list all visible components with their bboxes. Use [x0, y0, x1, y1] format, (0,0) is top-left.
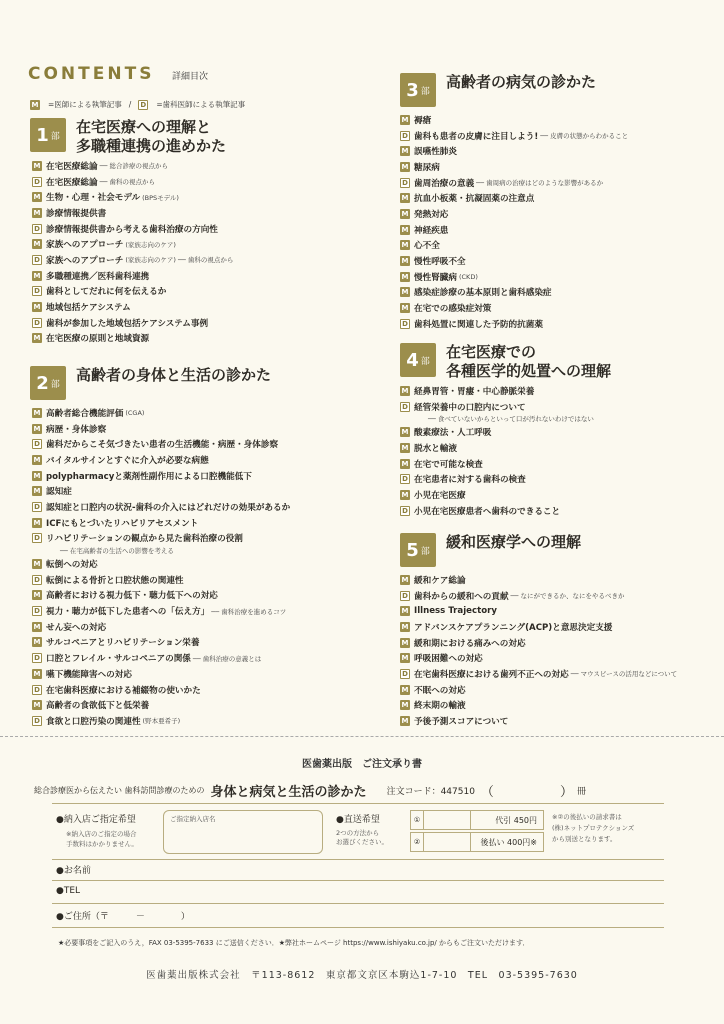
toc-item — [400, 238, 628, 254]
toc-item — [400, 650, 677, 666]
toc-item-title: 在宅患者に対する歯科の検査 — [414, 475, 526, 486]
opt2-checkbox[interactable] — [423, 833, 471, 851]
m-badge-icon: M — [33, 408, 41, 417]
m-badge-icon: M — [401, 428, 409, 437]
m-badge-icon: M — [33, 518, 41, 527]
toc-item-title: polypharmacyと薬剤性副作用による口腔機能低下 — [46, 471, 252, 482]
toc-item-note: ── 食べていないからといって口が汚れないわけではない — [428, 415, 594, 424]
part-number — [400, 533, 436, 567]
m-badge-icon: M — [33, 487, 41, 496]
m-badge-icon: M — [33, 455, 41, 464]
d-badge-icon: D — [400, 474, 410, 484]
m-badge-icon: M — [401, 241, 409, 250]
toc-item-title: 食欲と口腔汚染の関連性 — [46, 716, 141, 727]
d-badge-icon: D — [32, 177, 42, 187]
toc-item-title: 予後予測スコアについて — [414, 717, 509, 728]
toc-item-title: 酸素療法・人工呼吸 — [414, 428, 492, 439]
toc-item-title: 家族へのアプローチ — [46, 240, 124, 251]
d-badge-icon: D — [32, 606, 42, 616]
m-badge-icon: M — [401, 386, 409, 395]
part-title-line1: 在宅医療での — [446, 343, 537, 361]
d-badge-icon: D — [138, 100, 148, 110]
part-title-line1: 緩和医療学への理解 — [446, 533, 582, 551]
store-name-field[interactable] — [163, 810, 323, 854]
toc-item — [32, 405, 290, 421]
m-badge-icon: M — [401, 443, 409, 452]
divider — [52, 880, 664, 881]
toc-item-title: 経管栄養中の口腔内について — [414, 402, 526, 413]
m-badge-icon: M — [401, 209, 409, 218]
toc-item — [400, 503, 594, 519]
order-heading: 医歯薬出版 ご注文承り書 — [302, 759, 422, 770]
m-badge-icon: M — [33, 240, 41, 249]
m-badge-icon: M — [33, 193, 41, 202]
toc-item — [400, 383, 594, 399]
paren-open: （ — [480, 784, 494, 800]
store-note-2: 手数料はかかりません。 — [66, 840, 138, 848]
address-field[interactable]: ●ご住所（〒 － ） — [56, 912, 190, 922]
part-bu: 部 — [50, 379, 60, 390]
store-note-1: ※納入店のご指定の場合 — [66, 830, 137, 838]
toc-item — [32, 436, 290, 452]
contents-subtitle: 詳細目次 — [172, 72, 209, 82]
toc-item — [32, 331, 233, 347]
part-5-heading — [400, 533, 581, 567]
option-deferred[interactable] — [410, 832, 544, 852]
part-title-line1: 在宅医療への理解と — [76, 118, 212, 136]
toc-item — [400, 253, 628, 269]
toc-item-title: 在宅医療総論 — [46, 161, 98, 172]
toc-item-title: 歯科からの緩和への貢献 — [414, 591, 509, 602]
legend — [30, 99, 245, 110]
part-title-line1: 高齢者の病気の診かた — [446, 73, 597, 91]
toc-item-title: 地域包括ケアシステム — [46, 303, 131, 314]
m-badge-icon: M — [401, 654, 409, 663]
toc-item-subtitle: ── なにができるか、なにをやるべきか — [510, 592, 625, 601]
d-badge-icon: D — [32, 653, 42, 663]
m-badge-icon: M — [33, 591, 41, 600]
m-badge-icon: M — [33, 622, 41, 631]
toc-item-title: バイタルサインとすぐに介入が必要な病態 — [46, 455, 209, 466]
part-3-list — [400, 112, 628, 332]
toc-item-title: 誤嚥性肺炎 — [414, 147, 457, 158]
toc-item-title: 小児在宅医療患者へ歯科のできること — [414, 506, 561, 517]
toc-item — [400, 399, 594, 415]
toc-item — [32, 236, 233, 252]
toc-item — [32, 174, 233, 190]
part-number — [30, 366, 66, 400]
toc-item-title: 褥瘡 — [414, 115, 432, 126]
direct-note — [336, 829, 388, 847]
toc-item — [400, 190, 628, 206]
toc-item-title: リハビリテーションの観点から見た歯科治療の役割 — [46, 534, 243, 545]
toc-item-title: 緩和ケア総論 — [414, 575, 466, 586]
m-badge-icon: M — [401, 490, 409, 499]
toc-item-title: 在宅医療の原則と地域資源 — [46, 334, 150, 345]
toc-item — [400, 487, 594, 503]
opt1-text: 代引 450円 — [495, 815, 537, 825]
divider — [52, 803, 664, 804]
part-num: 4 — [406, 349, 419, 371]
toc-item-subtitle: ── 総合診療の視点から — [99, 162, 168, 171]
toc-item-subtitle: ── マウスピースの活用などについて — [570, 670, 678, 679]
toc-item — [400, 159, 628, 175]
d-badge-icon: D — [400, 591, 410, 601]
toc-item-note: ── 在宅高齢者の生活への影響を考える — [60, 547, 174, 556]
m-badge-icon: M — [33, 701, 41, 710]
d-badge-icon: D — [400, 669, 410, 679]
d-badge-icon: D — [32, 533, 42, 543]
toc-item-title: 糖尿病 — [414, 162, 440, 173]
toc-item — [32, 499, 290, 515]
side-note-3: から別送となります。 — [552, 835, 617, 843]
toc-item-title: 抗血小板薬・抗凝固薬の注意点 — [414, 194, 535, 205]
m-badge-icon: M — [401, 717, 409, 726]
toc-item-title: 脱水と輸液 — [414, 443, 457, 454]
toc-item-subtitle: (家族志向のケア) — [125, 240, 176, 249]
toc-item-title: 経鼻胃管・胃瘻・中心静脈栄養 — [414, 386, 535, 397]
toc-item — [32, 650, 290, 666]
toc-item — [400, 698, 677, 714]
toc-item-title: 病歴・身体診察 — [46, 424, 107, 435]
toc-item — [32, 515, 290, 531]
m-badge-icon: M — [33, 271, 41, 280]
toc-item-title: 診療情報提供書から考える歯科治療の方向性 — [46, 224, 218, 235]
part-bu: 部 — [420, 546, 430, 557]
tel-field[interactable]: ●TEL — [56, 886, 81, 896]
toc-item-title: 歯科としてだれに何を伝えるか — [46, 287, 167, 298]
toc-item-subtitle: (CKD) — [458, 272, 478, 281]
toc-item-title: 多職種連携／医科歯科連携 — [46, 271, 150, 282]
part-title — [446, 73, 596, 92]
toc-item-title: 不眠への対応 — [414, 685, 466, 696]
opt1-checkbox[interactable] — [423, 811, 471, 829]
toc-item — [400, 619, 677, 635]
m-badge-icon: M — [401, 257, 409, 266]
part-num: 1 — [36, 124, 49, 146]
publisher-address: 医歯薬出版株式会社 〒113-8612 東京都文京区本駒込1-7-10 TEL 03-5395-7630 — [146, 970, 578, 981]
part-title-line1: 高齢者の身体と生活の診かた — [76, 366, 272, 384]
toc-item — [32, 299, 233, 315]
toc-item-title: 緩和期における痛みへの対応 — [414, 638, 526, 649]
toc-item-title: 歯周治療の意義 — [414, 178, 475, 189]
m-badge-icon: M — [401, 115, 409, 124]
m-badge-icon: M — [401, 607, 409, 616]
opt2-num: ② — [413, 838, 421, 846]
part-4-list — [400, 383, 594, 519]
m-badge-icon: M — [33, 471, 41, 480]
divider — [52, 927, 664, 928]
toc-item — [32, 666, 290, 682]
d-badge-icon: D — [400, 506, 410, 516]
toc-item — [32, 588, 290, 604]
option-cod[interactable] — [410, 810, 544, 830]
toc-item-title: 高齢者における視力低下・聴力低下への対応 — [46, 591, 218, 602]
toc-item — [400, 269, 628, 285]
toc-item-title: サルコペニアとリハビリテーション栄養 — [46, 638, 200, 649]
toc-item-title: 心不全 — [414, 241, 440, 252]
toc-item-title: 生物・心理・社会モデル — [46, 193, 141, 204]
toc-item — [32, 682, 290, 698]
part-number — [400, 343, 436, 377]
m-badge-icon: M — [33, 334, 41, 343]
toc-item — [400, 128, 628, 144]
part-3-heading — [400, 73, 596, 107]
toc-item — [32, 556, 290, 572]
toc-item-title: 慢性呼吸不全 — [414, 257, 466, 268]
d-badge-icon: D — [32, 502, 42, 512]
toc-item — [32, 268, 233, 284]
part-2-list — [32, 405, 290, 729]
toc-item-title: 終末期の輸液 — [414, 701, 466, 712]
toc-item — [400, 456, 594, 472]
m-badge-icon: M — [401, 288, 409, 297]
toc-item-title: 嚥下機能障害への対応 — [46, 669, 132, 680]
toc-item — [400, 206, 628, 222]
direct-note-2: お選びください。 — [336, 838, 388, 846]
m-badge-icon: M — [33, 424, 41, 433]
toc-item-subtitle: ── 歯科治療を進めるコツ — [211, 607, 287, 616]
direct-label: ●直送希望 — [336, 815, 380, 825]
part-num: 5 — [406, 539, 419, 561]
part-4-heading — [400, 343, 611, 381]
toc-item — [400, 682, 677, 698]
m-badge-icon: M — [401, 194, 409, 203]
m-badge-icon: M — [401, 638, 409, 647]
d-badge-icon: D — [32, 255, 42, 265]
part-number — [400, 73, 436, 107]
m-badge-icon: M — [401, 701, 409, 710]
m-badge-icon: M — [33, 303, 41, 312]
part-bu: 部 — [420, 356, 430, 367]
opt1-num: ① — [413, 816, 421, 824]
toc-item — [32, 483, 290, 499]
part-number — [30, 118, 66, 152]
toc-item-subtitle: ── 歯周病の治療はどのような影響があるか — [476, 179, 604, 188]
toc-item-title: Illness Trajectory — [414, 606, 497, 617]
toc-item — [32, 713, 290, 729]
toc-item — [400, 572, 677, 588]
contents-title: CONTENTS — [28, 64, 155, 84]
d-badge-icon: D — [400, 402, 410, 412]
toc-item-title: 在宅歯科医療における歯列不正への対応 — [414, 669, 569, 680]
divider — [52, 859, 664, 860]
m-badge-icon: M — [401, 622, 409, 631]
m-badge-icon: M — [33, 560, 41, 569]
toc-item-title: 在宅医療総論 — [46, 177, 98, 188]
d-badge-icon: D — [32, 318, 42, 328]
book-title: 身体と病気と生活の診かた — [210, 784, 367, 800]
toc-item-title: 診療情報提供書 — [46, 208, 107, 219]
m-badge-icon: M — [401, 459, 409, 468]
toc-item-title: 感染症診療の基本原則と歯科感染症 — [414, 288, 552, 299]
toc-item-subtitle: ── 歯科の視点から — [99, 178, 155, 187]
toc-item — [32, 572, 290, 588]
toc-item-title: 発熱対応 — [414, 209, 449, 220]
toc-item — [400, 143, 628, 159]
toc-item — [32, 158, 233, 174]
part-1-list — [32, 158, 233, 346]
toc-item-title: 呼吸困難への対応 — [414, 654, 483, 665]
toc-item-title: 認知症 — [46, 487, 72, 498]
toc-item-subtitle: ── 皮膚の状態からわかること — [540, 132, 629, 141]
m-badge-icon: M — [31, 100, 39, 109]
toc-item-title: 歯科だからこそ気づきたい患者の生活機能・病歴・身体診察 — [46, 440, 279, 451]
d-badge-icon: D — [32, 575, 42, 585]
store-note — [66, 829, 138, 849]
toc-item-title: 歯科処置に関連した予防的抗菌薬 — [414, 319, 543, 330]
store-label: ●納入店ご指定希望 — [56, 815, 136, 825]
toc-item-title: 高齢者総合機能評価 — [46, 408, 124, 419]
direct-note-1: 2つの方法から — [336, 829, 380, 837]
part-num: 3 — [406, 79, 419, 101]
toc-item — [400, 175, 628, 191]
unit: 冊 — [576, 786, 586, 797]
toc-item — [400, 713, 677, 729]
legend-d: =歯科医師による執筆記事 — [156, 100, 246, 109]
m-badge-icon: M — [401, 685, 409, 694]
m-badge-icon: M — [401, 147, 409, 156]
toc-item-title: 家族へのアプローチ — [46, 255, 124, 266]
part-title-line2: 多職種連携の進めかた — [76, 137, 227, 155]
toc-item — [32, 205, 233, 221]
toc-item-title: 口腔とフレイル・サルコペニアの関係 — [46, 654, 191, 665]
m-badge-icon: M — [401, 304, 409, 313]
m-badge-icon: M — [401, 272, 409, 281]
toc-item — [32, 697, 290, 713]
toc-item-subtitle: ── 歯科治療の意義とは — [192, 654, 262, 663]
d-badge-icon: D — [32, 286, 42, 296]
legend-m: =医師による執筆記事 — [48, 100, 122, 109]
toc-item — [400, 112, 628, 128]
toc-item — [400, 603, 677, 619]
m-badge-icon: M — [33, 208, 41, 217]
toc-item — [400, 285, 628, 301]
toc-item — [400, 440, 594, 456]
part-1-heading — [30, 118, 226, 156]
side-note-1: ※②の後払いの請求書は — [552, 813, 622, 821]
toc-item-title: せん妄への対応 — [46, 622, 107, 633]
m-badge-icon: M — [401, 162, 409, 171]
part-title — [76, 366, 271, 385]
toc-item — [32, 619, 290, 635]
store-section — [56, 812, 138, 849]
d-badge-icon: D — [400, 319, 410, 329]
store-box-label: ご指定納入店名 — [170, 815, 216, 823]
divider — [52, 903, 664, 904]
toc-item — [32, 635, 290, 651]
toc-item-subtitle: (家族志向のケア) ── 歯科の視点から — [125, 256, 234, 265]
d-badge-icon: D — [32, 224, 42, 234]
cut-line — [0, 736, 724, 737]
toc-item — [400, 424, 594, 440]
toc-item-title: アドバンスケアプランニング(ACP)と意思決定支援 — [414, 622, 613, 633]
toc-item-title: 在宅歯科医療における補綴物の使いかた — [46, 685, 201, 696]
toc-item — [400, 222, 628, 238]
d-badge-icon: D — [400, 178, 410, 188]
m-badge-icon: M — [401, 575, 409, 584]
toc-item-title: 認知症と口腔内の状況-歯科の介入にはどれだけの効果があるか — [46, 502, 291, 513]
toc-item-title: 歯科も患者の皮膚に注目しよう! — [414, 131, 539, 142]
part-2-heading — [30, 366, 271, 400]
name-field[interactable]: ●お名前 — [56, 866, 91, 876]
d-badge-icon: D — [32, 716, 42, 726]
toc-item-subtitle: (CGA) — [125, 408, 145, 417]
toc-item — [32, 421, 290, 437]
paren-close: ） — [559, 784, 573, 800]
toc-item — [400, 666, 677, 682]
direct-section — [336, 812, 388, 847]
toc-item — [32, 468, 290, 484]
toc-item-subtitle: (BPSモデル) — [142, 193, 179, 202]
toc-item — [32, 189, 233, 205]
toc-item — [400, 471, 594, 487]
toc-item — [32, 603, 290, 619]
part-title-line2: 各種医学的処置への理解 — [446, 362, 612, 380]
toc-item — [32, 315, 233, 331]
toc-item-title: 在宅での感染症対策 — [414, 304, 492, 315]
toc-item-title: 視力・聴力が低下した患者への「伝え方」 — [46, 607, 210, 618]
part-bu: 部 — [420, 86, 430, 97]
toc-item — [32, 531, 290, 547]
d-badge-icon: D — [400, 131, 410, 141]
toc-item — [32, 252, 233, 268]
toc-item — [400, 300, 628, 316]
part-title — [446, 343, 611, 381]
toc-item — [400, 635, 677, 651]
m-badge-icon: M — [33, 638, 41, 647]
order-code: 注文コード：447510 — [386, 786, 475, 797]
toc-item-title: 転倒による骨折と口腔状態の関連性 — [46, 575, 184, 586]
book-prefix: 総合診療医から伝えたい 歯科訪問診療のための — [34, 785, 205, 795]
opt2-text: 後払い 400円※ — [480, 837, 537, 847]
toc-item-title: 神経疾患 — [414, 225, 449, 236]
toc-item — [32, 452, 290, 468]
payment-note — [552, 812, 634, 845]
part-title — [446, 533, 581, 552]
order-footnote: ★必要事項をご記入のうえ，FAX 03-5395-7633 にご送信ください．★弊社ホームページ https://www.ishiyaku.co.jp/ からもご注文いただけます． — [58, 939, 530, 947]
toc-item-title: 転倒への対応 — [46, 560, 98, 571]
side-note-2: (株)ネットプロテクションズ — [552, 824, 635, 832]
toc-item — [32, 221, 233, 237]
part-num: 2 — [36, 372, 49, 394]
m-badge-icon: M — [33, 669, 41, 678]
toc-item — [400, 588, 677, 604]
legend-slash: / — [128, 100, 132, 109]
part-bu: 部 — [50, 131, 60, 142]
part-5-list — [400, 572, 677, 729]
toc-item-title: 在宅で可能な検査 — [414, 459, 483, 470]
toc-item — [400, 316, 628, 332]
m-badge-icon: M — [401, 225, 409, 234]
toc-item — [32, 284, 233, 300]
d-badge-icon: D — [32, 439, 42, 449]
part-title — [76, 118, 226, 156]
m-badge-icon: M — [33, 161, 41, 170]
toc-item-title: ICFにもとづいたリハビリアセスメント — [46, 518, 199, 529]
toc-item-title: 高齢者の食欲低下と低栄養 — [46, 701, 150, 712]
toc-item-title: 小児在宅医療 — [414, 490, 466, 501]
toc-item-title: 慢性腎臓病 — [414, 272, 457, 283]
toc-item-subtitle: (野本亜希子) — [142, 717, 181, 726]
book-line — [34, 779, 686, 801]
toc-item-title: 歯科が参加した地域包括ケアシステム事例 — [46, 318, 209, 329]
d-badge-icon: D — [32, 685, 42, 695]
